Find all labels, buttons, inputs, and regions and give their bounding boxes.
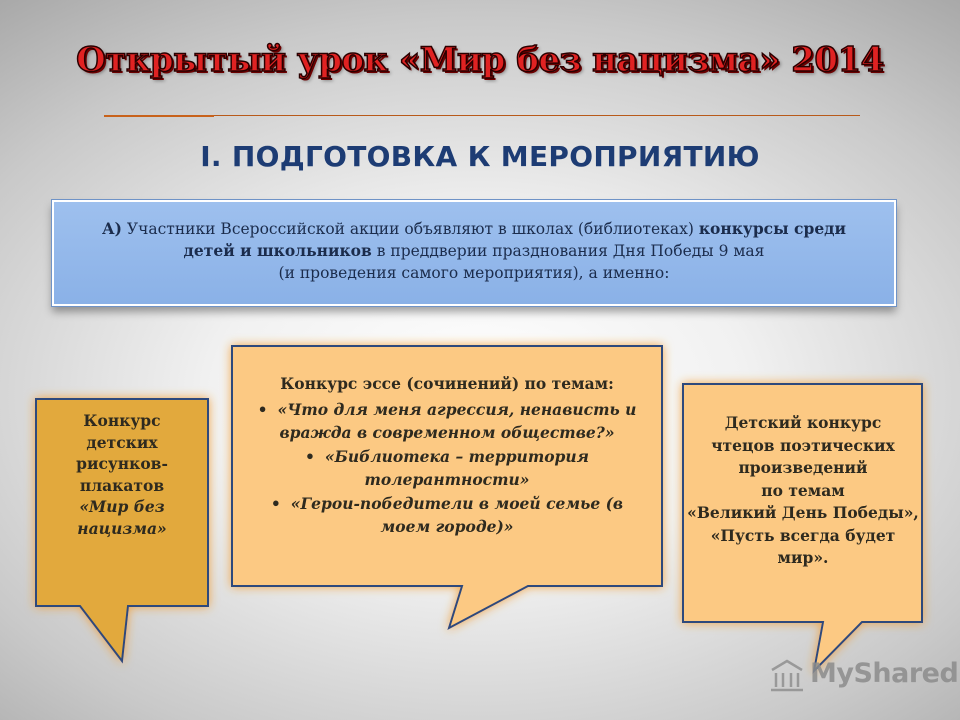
- slide-title: Открытый урок «Мир без нацизма» 2014: [76, 40, 884, 80]
- poetry-line3: произведений: [738, 458, 868, 477]
- intro-highlight: конкурсы среди детей и школьников: [183, 219, 847, 260]
- intro-prefix: А): [101, 219, 122, 238]
- drawing-line4: плакатов: [79, 475, 165, 495]
- intro-text-part1: Участники Всероссийской акции объявляют в школах (библиотеках): [121, 220, 699, 238]
- poetry-themes: «Великий День Победы», «Пусть всегда будет мир».: [687, 503, 919, 567]
- intro-text-part2: в преддверии празднования Дня Победы 9 мая: [371, 242, 765, 260]
- building-icon: [768, 656, 806, 694]
- poetry-line2: чтецов поэтических: [711, 435, 895, 455]
- poetry-line4: по темам: [761, 480, 845, 500]
- myshared-watermark: [764, 654, 959, 698]
- watermark-text: MyShared: [810, 658, 959, 689]
- drawing-line3: рисунков-: [76, 454, 168, 473]
- section-heading: I. ПОДГОТОВКА К МЕРОПРИЯТИЮ: [200, 140, 760, 173]
- essay-topic: • «Что для меня агрессия, ненависть и вражда в современном обществе?»: [244, 398, 650, 445]
- intro-text-part3: (и проведения самого мероприятия), а именно:: [278, 264, 670, 282]
- drawing-line2: детских: [86, 432, 158, 452]
- essay-topic: • «Библиотека – территория толерантности»: [244, 445, 650, 492]
- poetry-line1: Детский конкурс: [724, 413, 882, 432]
- essay-heading: Конкурс эссе (сочинений) по темам:: [280, 374, 614, 393]
- drawing-line1: Конкурс: [83, 411, 161, 430]
- poetry-contest-text: [683, 412, 923, 570]
- essay-topic: • «Герои-победители в моей семье (в моем городе)»: [244, 492, 650, 539]
- drawing-theme: «Мир без нацизма»: [77, 497, 167, 538]
